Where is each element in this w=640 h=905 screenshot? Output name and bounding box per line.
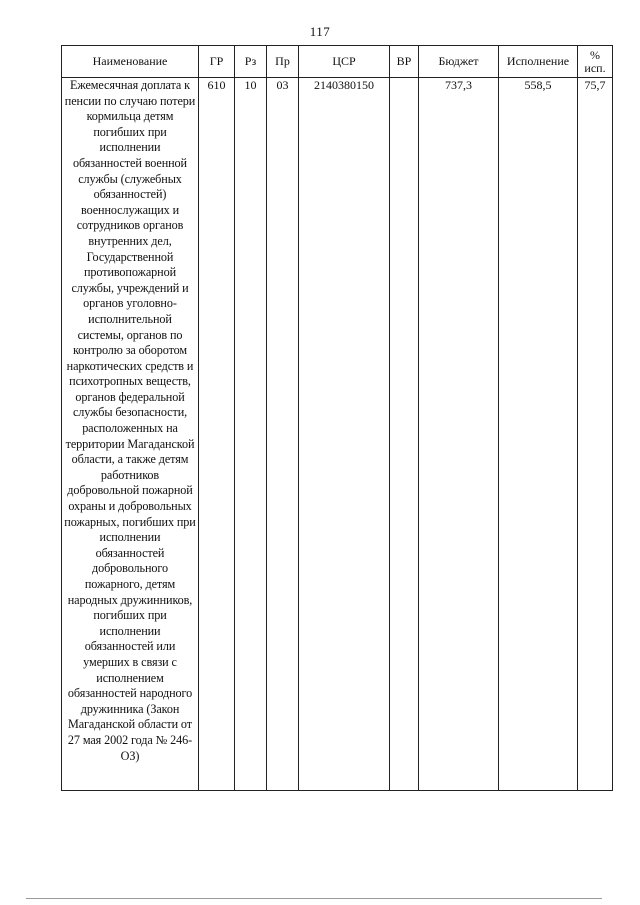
row-vr: [390, 78, 419, 791]
row-name: Ежемесячная доплата к пенсии по случаю потери кормильца детям погибших при исполнении обязанностей военной службы (служебных обязанностей) военнослужащих и сотрудников органов внутренних дел, Государственной противопожарной службы, учреждений и органов уголовно-исполнительной системы, органов по контролю за оборотом наркотических средств и психотропных веществ, органов федеральной службы безопасности, расположенных на территории Магаданской области, а также детям работников добровольной пожарной охраны и добровольных пожарных, погибших при исполнении обязанностей добровольного пожарного, детям народных дружинников, погибших при исполнении обязанностей или умерших в связи с исполнением обязанностей народного дружинника (Закон Магаданской области от 27 мая 2002 года № 246-ОЗ): [62, 78, 199, 791]
row-csr: 2140380150: [299, 78, 390, 791]
page-bottom-divider: [26, 898, 602, 899]
header-csr: ЦСР: [299, 46, 390, 78]
header-rz: Рз: [235, 46, 267, 78]
header-execution: Исполнение: [499, 46, 578, 78]
row-budget: 737,3: [419, 78, 499, 791]
header-pr: Пр: [267, 46, 299, 78]
budget-execution-table: [61, 45, 613, 791]
page-number: 117: [309, 24, 331, 39]
header-budget: Бюджет: [419, 46, 499, 78]
row-execution: 558,5: [499, 78, 578, 791]
header-vr: ВР: [390, 46, 419, 78]
row-gr: 610: [199, 78, 235, 791]
row-percent: 75,7: [578, 78, 613, 791]
table-row: [62, 78, 613, 791]
row-rz: 10: [235, 78, 267, 791]
table-header-row: [62, 46, 613, 78]
row-pr: 03: [267, 78, 299, 791]
header-name: Наименование: [62, 46, 199, 78]
header-gr: ГР: [199, 46, 235, 78]
header-percent: % исп.: [578, 46, 613, 78]
